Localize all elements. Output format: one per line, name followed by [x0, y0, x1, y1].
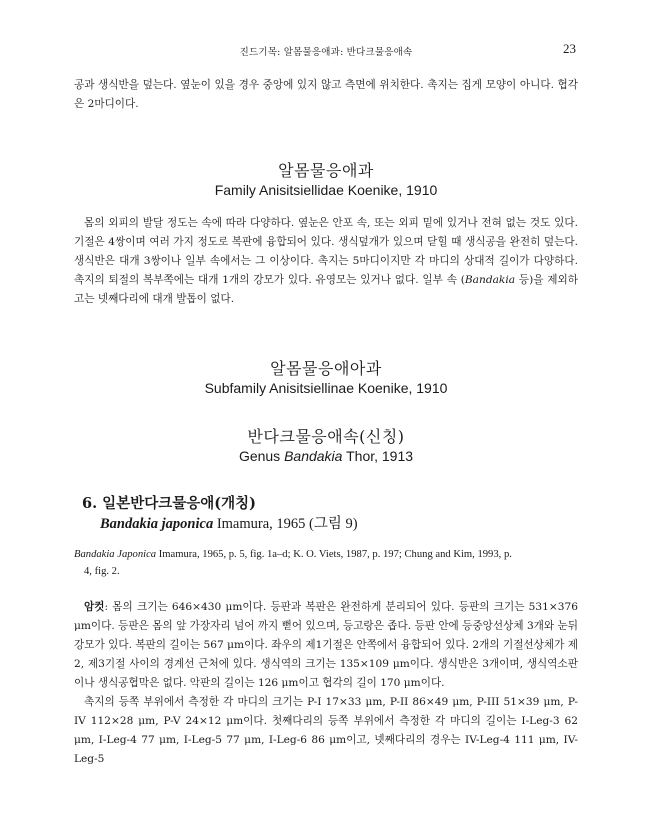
- family-title-en: Family Anisitsiellidae Koenike, 1910: [214, 182, 438, 198]
- genus-title-ko: 반다크물응애속(신칭): [247, 427, 405, 446]
- species-name-line: [100, 512, 358, 533]
- family-description-part2: 등)을 제외하고는 넷째다리에 대개 발톱이 없다.: [74, 274, 578, 305]
- family-description: [74, 214, 578, 309]
- species-author: Imamura, 1965 (그림 9): [213, 516, 358, 532]
- genus-en-prefix: Genus: [238, 448, 285, 464]
- species-scientific-name: Bandakia japonica: [100, 516, 214, 532]
- female-description-text: [74, 598, 578, 693]
- genus-title-en: [0, 448, 652, 464]
- citation-line-2: 4, fig. 2.: [84, 566, 120, 577]
- citation-text: Imamura, 1965, p. 5, fig. 1a–d; K. O. Viets, 1987, p. 197; Chung and Kim, 1993, p.: [156, 549, 512, 560]
- family-description-genus: Bandakia: [464, 274, 516, 286]
- subfamily-title-en: Subfamily Anisitsiellinae Koenike, 1910: [204, 380, 448, 396]
- subfamily-title-ko: 알몸물응애아과: [270, 359, 382, 378]
- genus-en-name: Bandakia: [284, 448, 343, 464]
- citation-line-1: [74, 546, 578, 563]
- family-title-ko: 알몸물응애과: [278, 161, 374, 180]
- intro-text: 공과 생식반을 덮는다. 옆눈이 있을 경우 중앙에 있지 않고 측면에 위치한다. 촉지는 집게 모양이 아니다. 협각은 2마디이다.: [74, 79, 578, 110]
- intro-paragraph: [74, 76, 578, 114]
- female-text: : 몸의 크기는 646×430 μm이다. 등판과 복판은 완전하게 분리되어 있다. 등판의 크기는 531×376 μm이다. 등판은 몸의 앞 가장자리 넘어 까지 뻗어 있으며, 등고랑은 좁다. 등판 안에 등중앙선상체 3개와 눈뒤강모가 있다. 복판의 길이는 567 μm이다. 좌우의 제1기절은 안쪽에서 융합되어 있다. 2개의 기절선상체가 제2, 제3기절 사이의 경계선 근처에 있다. 생식역의 크기는 135×109 μm이다. 생식반은 3개이며, 생식역소판이나 생식공협막은 없다. 악판의 길이는 126 μm이고 협각의 길이 170 μm이다.: [74, 601, 578, 689]
- family-description-part1: 몸의 외피의 발달 정도는 속에 따라 다양하다. 옆눈은 안포 속, 또는 외피 밑에 있거나 전혀 없는 것도 있다. 기절은 4쌍이며 여러 가지 정도로 복판에 융합되어 있다. 생식덮개가 있으며 닫힐 때 생식공을 완전히 덮는다. 생식반은 대개 3쌍이나 일부 속에서는 그 이상이다. 촉지는 5마디이지만 각 마디의 상대적 길이가 다양하다. 촉지의 퇴절의 복부쪽에는 대개 1개의 강모가 있다. 유영모는 있거나 없다. 일부 속 (: [74, 217, 578, 286]
- citation: [74, 546, 578, 580]
- species-heading: 6. 일본반다크물응애(개칭): [82, 495, 256, 512]
- citation-name: Bandakia Japonica: [74, 549, 157, 560]
- running-head: 진드기목: 알몸물응애과: 반다크물응애속: [239, 47, 413, 58]
- female-label: 암컷: [84, 601, 105, 613]
- genus-en-suffix: Thor, 1913: [342, 448, 414, 464]
- female-legs-text: 촉지의 등쪽 부위에서 측정한 각 마디의 크기는 P-I 17×33 μm, P-II 86×49 μm, P-III 51×39 μm, P-IV 112×28 μm, P-V 24×12 μm이다. 첫째다리의 등쪽 부위에서 측정한 각 마디의 길이는 I-Leg-3 62 μm, I-Leg-4 77 μm, I-Leg-5 77 μm, I-Leg-6 86 μm이고, 넷째다리의 경우는 IV-Leg-4 111 μm, IV-Leg-5: [74, 696, 578, 765]
- family-description-text: [74, 214, 578, 309]
- page-number: 23: [563, 41, 576, 56]
- female-description: [74, 598, 578, 769]
